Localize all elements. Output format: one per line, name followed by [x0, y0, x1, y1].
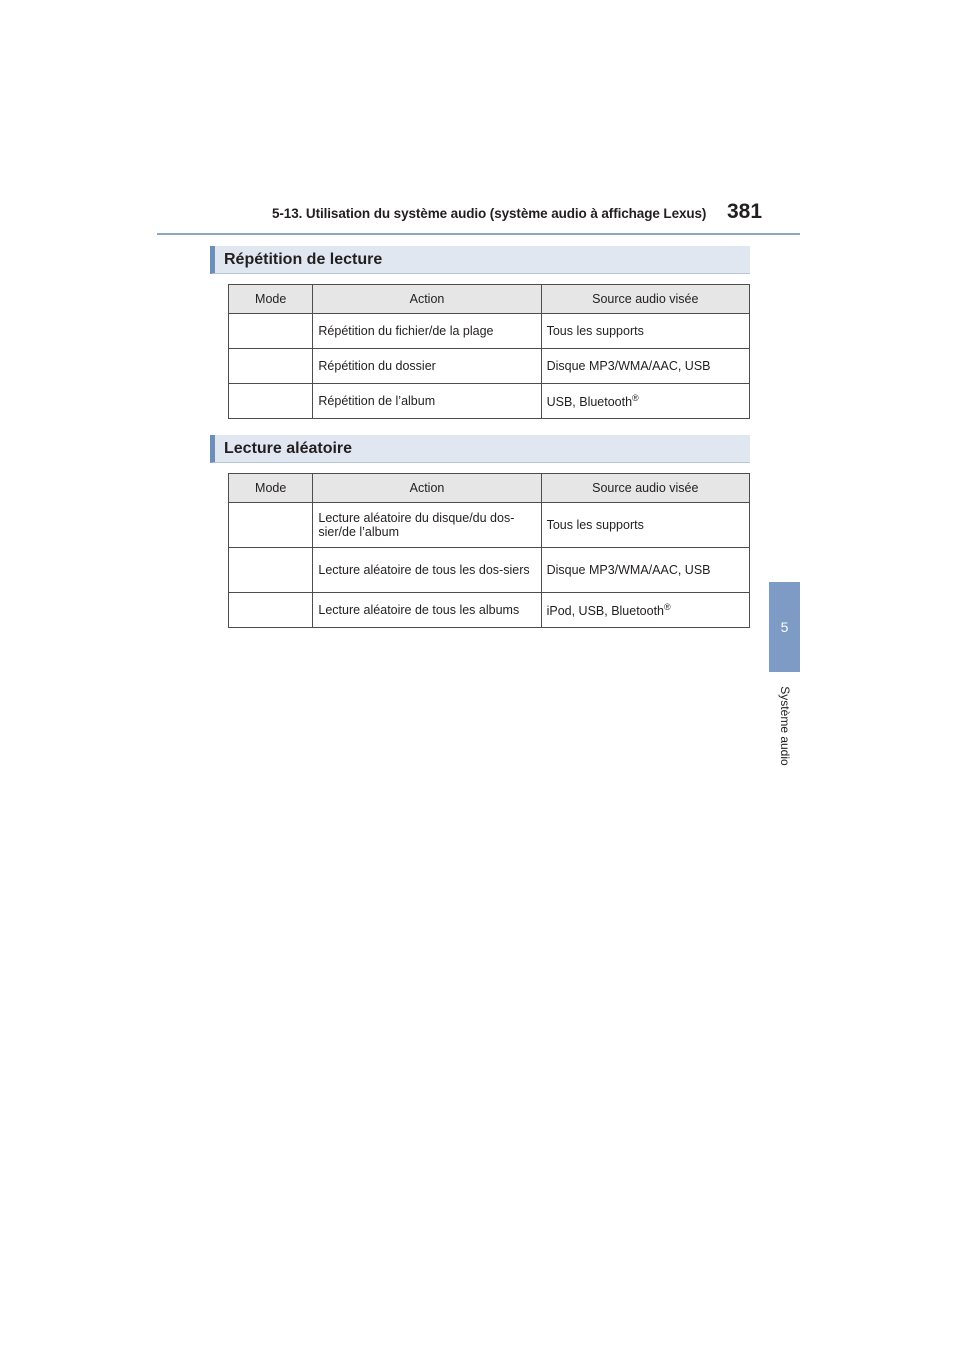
chapter-tab	[769, 582, 800, 672]
table-header-row	[229, 285, 750, 314]
column-header-action: Action	[313, 474, 541, 503]
chapter-label: Système audio	[778, 686, 792, 766]
column-header-source: Source audio visée	[541, 285, 749, 314]
section-heading-random	[210, 435, 750, 463]
mode-cell	[229, 548, 313, 593]
mode-cell	[229, 384, 313, 419]
random-table	[228, 473, 750, 628]
table-row	[229, 314, 750, 349]
page-number: 381	[727, 200, 763, 223]
section-title: Lecture aléatoire	[224, 440, 353, 457]
repeat-table	[228, 284, 750, 419]
table-row	[229, 384, 750, 419]
source-text: USB, Bluetooth	[546, 395, 633, 410]
action-cell: Lecture aléatoire de tous les albums	[313, 593, 541, 628]
source-cell	[541, 384, 749, 419]
table-row	[229, 548, 750, 593]
header-rule	[157, 233, 800, 235]
source-text: iPod, USB, Bluetooth	[546, 604, 665, 619]
table-row	[229, 593, 750, 628]
action-cell: Répétition du fichier/de la plage	[313, 314, 541, 349]
mode-cell	[229, 349, 313, 384]
source-cell	[541, 593, 749, 628]
chapter-number: 5	[780, 619, 789, 635]
column-header-source: Source audio visée	[541, 474, 749, 503]
mode-cell	[229, 593, 313, 628]
column-header-mode: Mode	[229, 285, 313, 314]
mode-cell	[229, 314, 313, 349]
action-cell: Répétition de l’album	[313, 384, 541, 419]
column-header-mode: Mode	[229, 474, 313, 503]
action-cell: Répétition du dossier	[313, 349, 541, 384]
column-header-action: Action	[313, 285, 541, 314]
source-cell: Disque MP3/WMA/AAC, USB	[541, 349, 749, 384]
action-cell: Lecture aléatoire du disque/du dos-sier/de l’album	[313, 503, 541, 548]
table-row	[229, 503, 750, 548]
running-header-title: 5-13. Utilisation du système audio (système audio à affichage Lexus)	[272, 206, 707, 221]
table-header-row	[229, 474, 750, 503]
registered-mark: ®	[632, 392, 639, 403]
source-cell: Tous les supports	[541, 314, 749, 349]
source-cell: Tous les supports	[541, 503, 749, 548]
mode-cell	[229, 503, 313, 548]
registered-mark: ®	[664, 601, 671, 612]
action-cell: Lecture aléatoire de tous les dos-siers	[313, 548, 541, 593]
table-row	[229, 349, 750, 384]
section-title: Répétition de lecture	[224, 251, 383, 268]
source-cell: Disque MP3/WMA/AAC, USB	[541, 548, 749, 593]
section-heading-repeat	[210, 246, 750, 274]
